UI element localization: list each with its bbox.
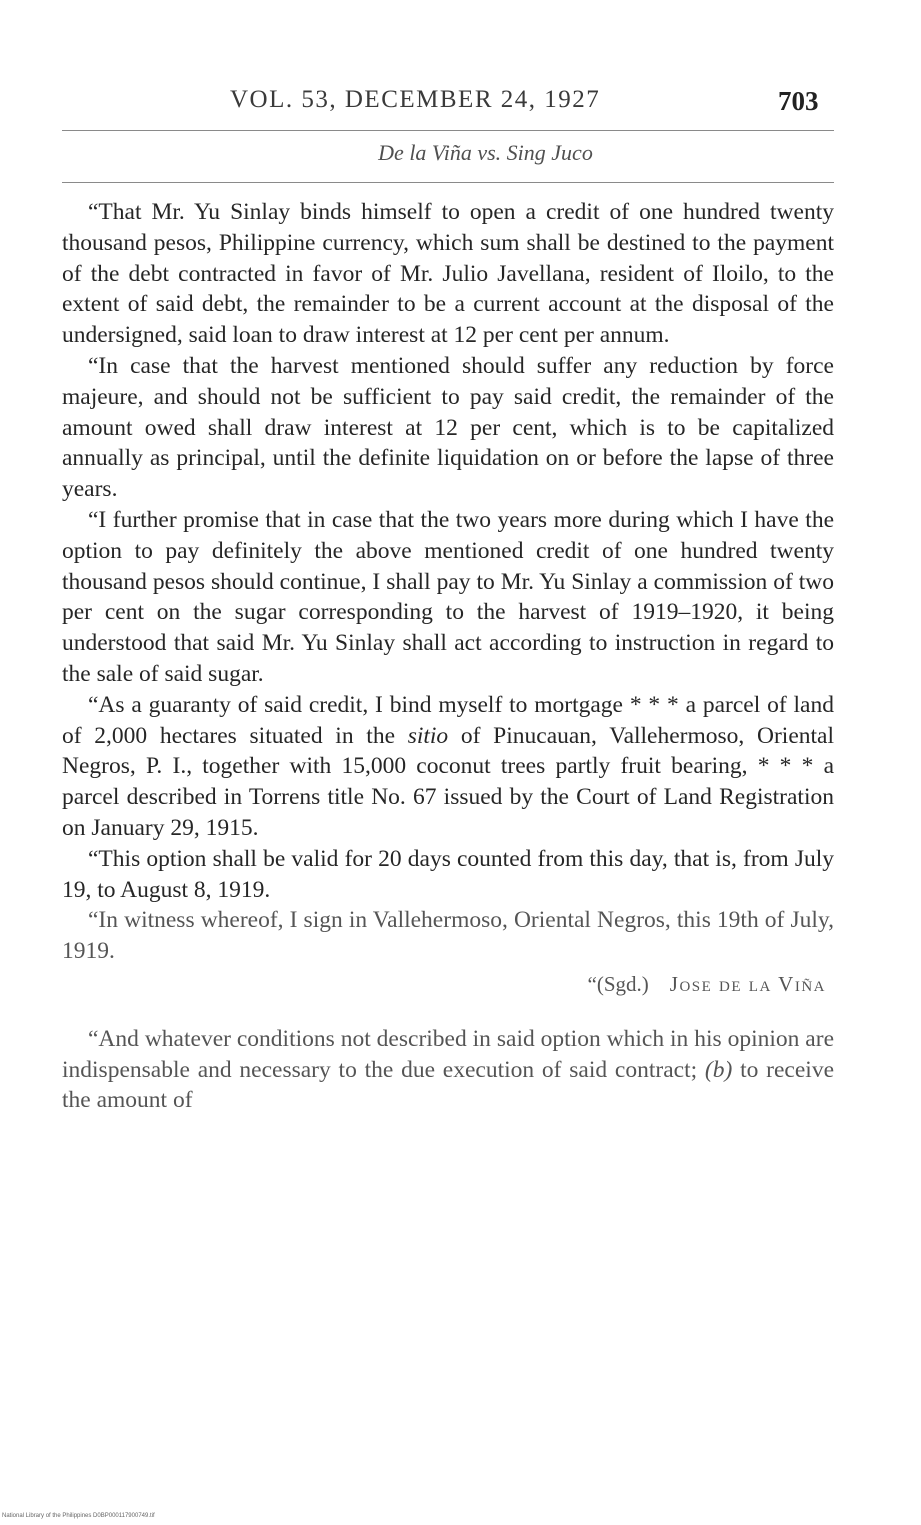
italic-term: sitio [407,722,449,749]
scan-footer: National Library of the Philippines D0BP000117900749.tif [2,1513,155,1519]
paragraph-text: “And whatever conditions not described in said option which in his opinion are indispensable and necessary to the due execution of said contract; [62,1025,834,1083]
paragraph: “In case that the harvest mentioned should suffer any reduction by force majeure, and should not be sufficient to pay said credit, the remainder of the amount owed shall draw interest at 12 per cent, which is to be capitalized annually as principal, until the definite liquidation on or before the lapse of three years. [62,352,834,503]
paragraph: “I further promise that in case that the two years more during which I have the option to pay definitely the above mentioned credit of one hundred twenty thousand pesos should continue, I shall pay to Mr. Yu Sinlay a commission of two per cent on the sugar corresponding to the harvest of 1919–1920, it being understood that said Mr. Yu Sinlay shall act according to instruction in regard to the sale of said sugar. [62,506,834,687]
caption-rule [62,182,834,183]
italic-marker: (b) [704,1056,733,1083]
paragraph-text: of Pinucauan, Vallehermoso, Oriental Negros, P. I., together with 15,000 coconut trees partly fruit bearing, * * * a parcel described in Torrens title No. 67 issued by the Court of Land Registration on January 29, 1915. [62,722,834,841]
case-caption: De la Viña vs. Sing Juco [378,140,593,165]
header-rule [62,130,834,131]
paragraph: “In witness whereof, I sign in Vallehermoso, Oriental Negros, this 19th of July, 1919. [62,907,834,965]
paragraph-text: to receive the amount of [62,1056,834,1114]
body-text [62,197,834,1116]
signature-prefix: “(Sgd.) [587,971,649,996]
signature-line [62,969,826,1000]
page-number: 703 [778,86,819,116]
volume-date-title: VOL. 53, DECEMBER 24, 1927 [230,86,601,113]
paragraph-guaranty [62,690,834,844]
paragraph-text: “As a guaranty of said credit, I bind myself to mortgage * * * a parcel of land of 2,000 hectares situated in the [62,691,834,749]
running-header [0,86,921,126]
signatory-name: Jose de la Viña [669,971,826,996]
paragraph: “This option shall be valid for 20 days counted from this day, that is, from July 19, to August 8, 1919. [62,845,834,903]
closing-paragraph [62,1024,834,1116]
paragraph: “That Mr. Yu Sinlay binds himself to open a credit of one hundred twenty thousand pesos, Philippine currency, which sum shall be destined to the payment of the debt contracted in favor of Mr. Julio Javellana, resident of Iloilo, to the extent of said debt, the remainder to be a current account at the disposal of the undersigned, said loan to draw interest at 12 per cent per annum. [62,199,834,349]
